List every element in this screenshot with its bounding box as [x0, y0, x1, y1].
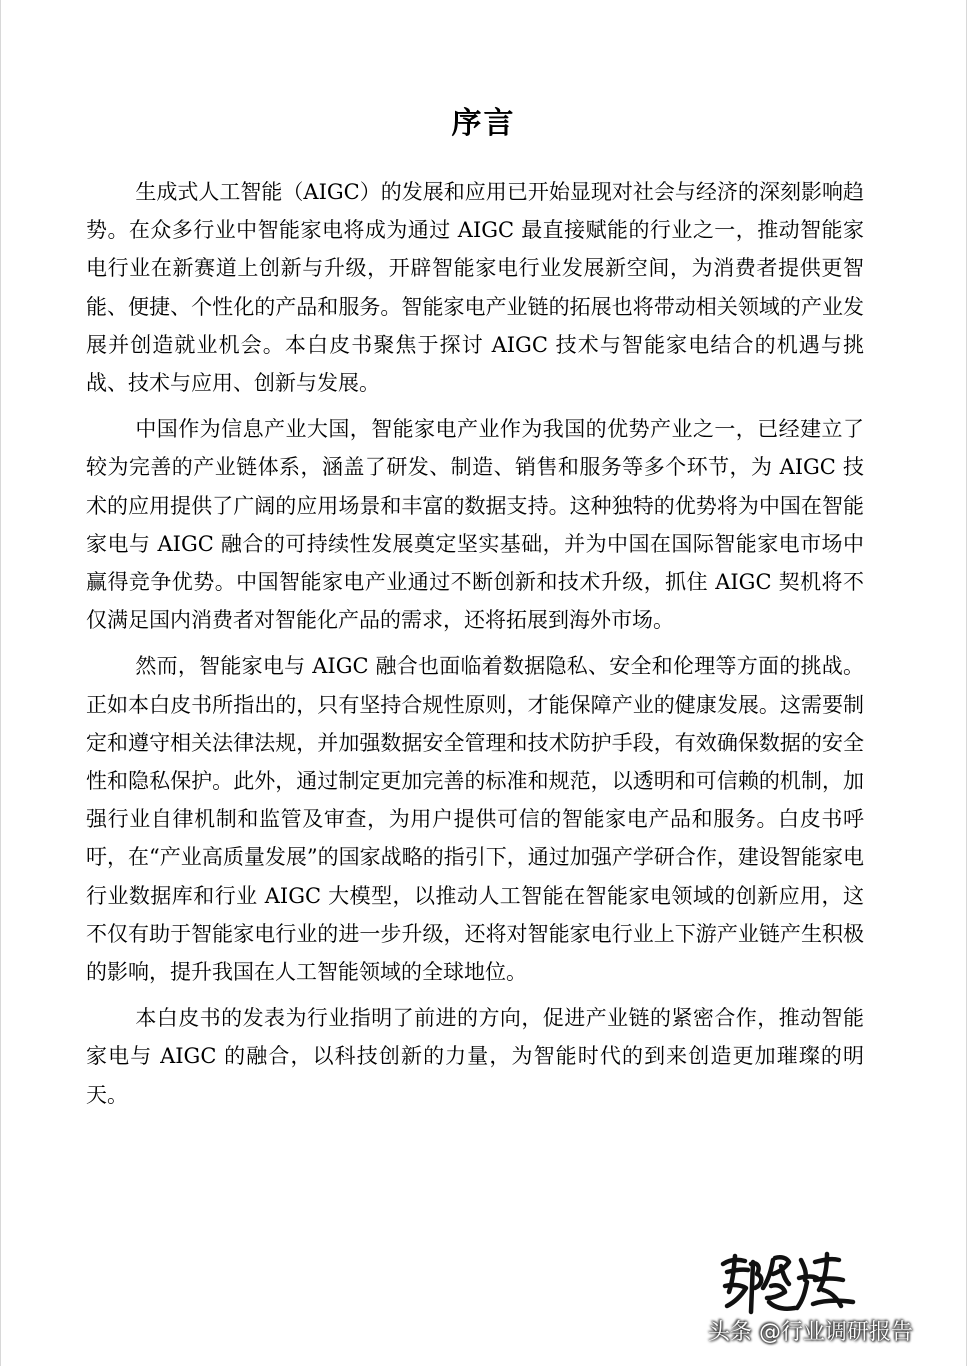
preface-body [86, 173, 864, 1122]
paragraph-2: 中国作为信息产业大国，智能家电产业作为我国的优势产业之一，已经建立了较为完善的产业链体系，涵盖了研发、制造、销售和服务等多个环节，为 AIGC 技术的应用提供了广阔的应用场景和丰富的数据支持。这种独特的优势将为中国在智能家电与 AIGC 融合的可持续性发展奠定坚实基础，并为中国在国际智能家电市场中赢得竞争优势。中国智能家电产业通过不断创新和技术升级，抓住 AIGC 契机将不仅满足国内消费者对智能化产品的需求，还将拓展到海外市场。 [86, 417, 864, 633]
paragraph-4: 本白皮书的发表为行业指明了前进的方向，促进产业链的紧密合作，推动智能家电与 AIGC 的融合，以科技创新的力量，为智能时代的到来创造更加璀璨的明天。 [86, 1006, 864, 1107]
watermark: 头条 @行业调研报告 [708, 1320, 913, 1345]
paragraph-1: 生成式人工智能（AIGC）的发展和应用已开始显现对社会与经济的深刻影响趋势。在众多行业中智能家电将成为通过 AIGC 最直接赋能的行业之一，推动智能家电行业在新赛道上创新与升级，开辟智能家电行业发展新空间，为消费者提供更智能、便捷、个性化的产品和服务。智能家电产业链的拓展也将带动相关领域的产业发展并创造就业机会。本白皮书聚焦于探讨 AIGC 技术与智能家电结合的机遇与挑战、技术与应用、创新与发展。 [86, 180, 864, 396]
paragraph-3: 然而，智能家电与 AIGC 融合也面临着数据隐私、安全和伦理等方面的挑战。正如本白皮书所指出的，只有坚持合规性原则，才能保障产业的健康发展。这需要制定和遵守相关法律法规，并加强数据安全管理和技术防护手段，有效确保数据的安全性和隐私保护。此外，通过制定更加完善的标准和规范，以透明和可信赖的机制，加强行业自律机制和监管及审查，为用户提供可信的智能家电产品和服务。白皮书呼吁，在“产业高质量发展”的国家战略的指引下，通过加强产学研合作，建设智能家电行业数据库和行业 AIGC 大模型，以推动人工智能在智能家电领域的创新应用，这不仅有助于智能家电行业的进一步升级，还将对智能家电行业上下游产业链产生积极的影响，提升我国在人工智能领域的全球地位。 [86, 654, 864, 985]
handwritten-signature [715, 1250, 860, 1322]
page-title: 序言 [451, 106, 516, 142]
